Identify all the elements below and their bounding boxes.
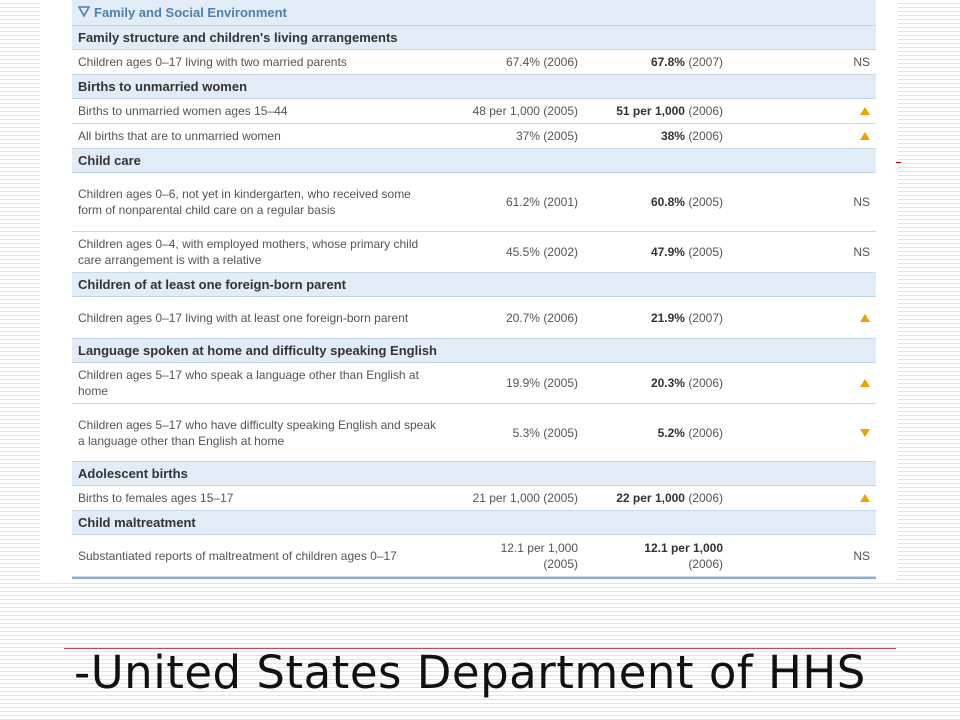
triangle-up-icon <box>860 107 870 115</box>
latest-value-year: (2006) <box>688 104 723 118</box>
row-label: Children ages 5–17 who have difficulty speaking English and speak a language other than English at home <box>78 417 437 448</box>
value-line: (2006) <box>688 556 723 571</box>
latest-value <box>582 363 727 403</box>
latest-value-number: 38% <box>660 129 685 143</box>
row-label: All births that are to unmarried women <box>78 129 281 143</box>
latest-value <box>582 173 727 231</box>
latest-value-year: (2007) <box>688 55 723 69</box>
latest-value-number: 60.8% <box>650 195 685 209</box>
increase-arrow-icon <box>727 124 876 148</box>
collapse-triangle-icon[interactable] <box>78 4 90 22</box>
latest-value-year: (2006) <box>688 376 723 390</box>
previous-value <box>442 535 582 576</box>
table-row <box>72 99 876 124</box>
latest-value <box>582 404 727 461</box>
latest-value-year: (2007) <box>688 310 723 325</box>
latest-value <box>582 50 727 74</box>
table-row <box>72 404 876 462</box>
previous-value: 61.2% (2001) <box>505 195 578 209</box>
latest-value-year: (2005) <box>688 245 723 259</box>
latest-value <box>582 486 727 510</box>
latest-value <box>582 535 727 576</box>
value-line: 12.1 per 1,000 <box>644 540 723 555</box>
section-header: Children of at least one foreign-born parent <box>72 273 876 297</box>
latest-value-number: 22 per 1,000 <box>616 491 685 505</box>
latest-value <box>582 124 727 148</box>
section-header: Family structure and children's living arrangements <box>72 26 876 50</box>
row-label: Children ages 0–17 living with at least one foreign-born parent <box>78 310 409 325</box>
latest-value-year: (2006) <box>688 491 723 505</box>
table-row <box>72 363 876 404</box>
previous-value: 5.3% (2005) <box>512 425 578 440</box>
table-row <box>72 50 876 75</box>
section-header: Births to unmarried women <box>72 75 876 99</box>
previous-value: 67.4% (2006) <box>505 55 578 69</box>
row-label: Births to unmarried women ages 15–44 <box>78 104 288 118</box>
table-header[interactable] <box>72 0 876 26</box>
latest-value-year: (2006) <box>688 129 723 143</box>
table-row <box>72 124 876 149</box>
source-caption: -United States Department of HHS <box>74 646 866 699</box>
triangle-up-icon <box>860 379 870 387</box>
indicator-table <box>72 0 876 579</box>
previous-value: 20.7% (2006) <box>505 310 578 325</box>
latest-value-year: (2006) <box>688 425 723 440</box>
significance-label: NS <box>853 195 870 209</box>
previous-value: 19.9% (2005) <box>505 376 578 390</box>
latest-value <box>582 297 727 338</box>
latest-value <box>582 232 727 272</box>
latest-value-number: 20.3% <box>650 376 685 390</box>
latest-value-number: 67.8% <box>650 55 685 69</box>
table-title: Family and Social Environment <box>94 5 287 20</box>
latest-value-number: 21.9% <box>650 310 685 325</box>
triangle-down-icon <box>860 429 870 437</box>
previous-value: 37% (2005) <box>515 129 578 143</box>
decorative-tick <box>896 162 901 163</box>
significance-label: NS <box>853 548 870 563</box>
section-header: Child care <box>72 149 876 173</box>
increase-arrow-icon <box>727 363 876 403</box>
previous-value: 45.5% (2002) <box>505 245 578 259</box>
latest-value-number: 5.2% <box>657 425 685 440</box>
table-row <box>72 173 876 232</box>
significance-label: NS <box>853 245 870 259</box>
latest-value-number: 47.9% <box>650 245 685 259</box>
table-row <box>72 297 876 339</box>
table-row <box>72 232 876 273</box>
decrease-arrow-icon <box>727 404 876 461</box>
row-label: Children ages 0–4, with employed mothers, whose primary child care arrangement is with a relative <box>78 237 419 267</box>
latest-value <box>582 99 727 123</box>
section-header: Child maltreatment <box>72 511 876 535</box>
value-line: 12.1 per 1,000 <box>500 540 578 555</box>
triangle-up-icon <box>860 132 870 140</box>
row-label: Children ages 0–6, not yet in kindergarten, who received some form of nonparental child care on a regular basis <box>78 187 411 217</box>
row-label: Births to females ages 15–17 <box>78 491 234 505</box>
previous-value: 21 per 1,000 (2005) <box>472 491 578 505</box>
increase-arrow-icon <box>727 297 876 338</box>
triangle-up-icon <box>860 494 870 502</box>
table-row <box>72 535 876 577</box>
latest-value-number: 51 per 1,000 <box>616 104 685 118</box>
increase-arrow-icon <box>727 486 876 510</box>
value-line: (2005) <box>543 556 578 571</box>
row-label: Children ages 5–17 who speak a language other than English at home <box>78 368 419 398</box>
previous-value: 48 per 1,000 (2005) <box>472 104 578 118</box>
triangle-up-icon <box>860 314 870 322</box>
section-header: Language spoken at home and difficulty speaking English <box>72 339 876 363</box>
latest-value-year: (2005) <box>688 195 723 209</box>
row-label: Substantiated reports of maltreatment of children ages 0–17 <box>78 548 397 563</box>
section-header: Adolescent births <box>72 462 876 486</box>
table-row <box>72 486 876 511</box>
significance-label: NS <box>853 55 870 69</box>
row-label: Children ages 0–17 living with two married parents <box>78 55 347 69</box>
increase-arrow-icon <box>727 99 876 123</box>
